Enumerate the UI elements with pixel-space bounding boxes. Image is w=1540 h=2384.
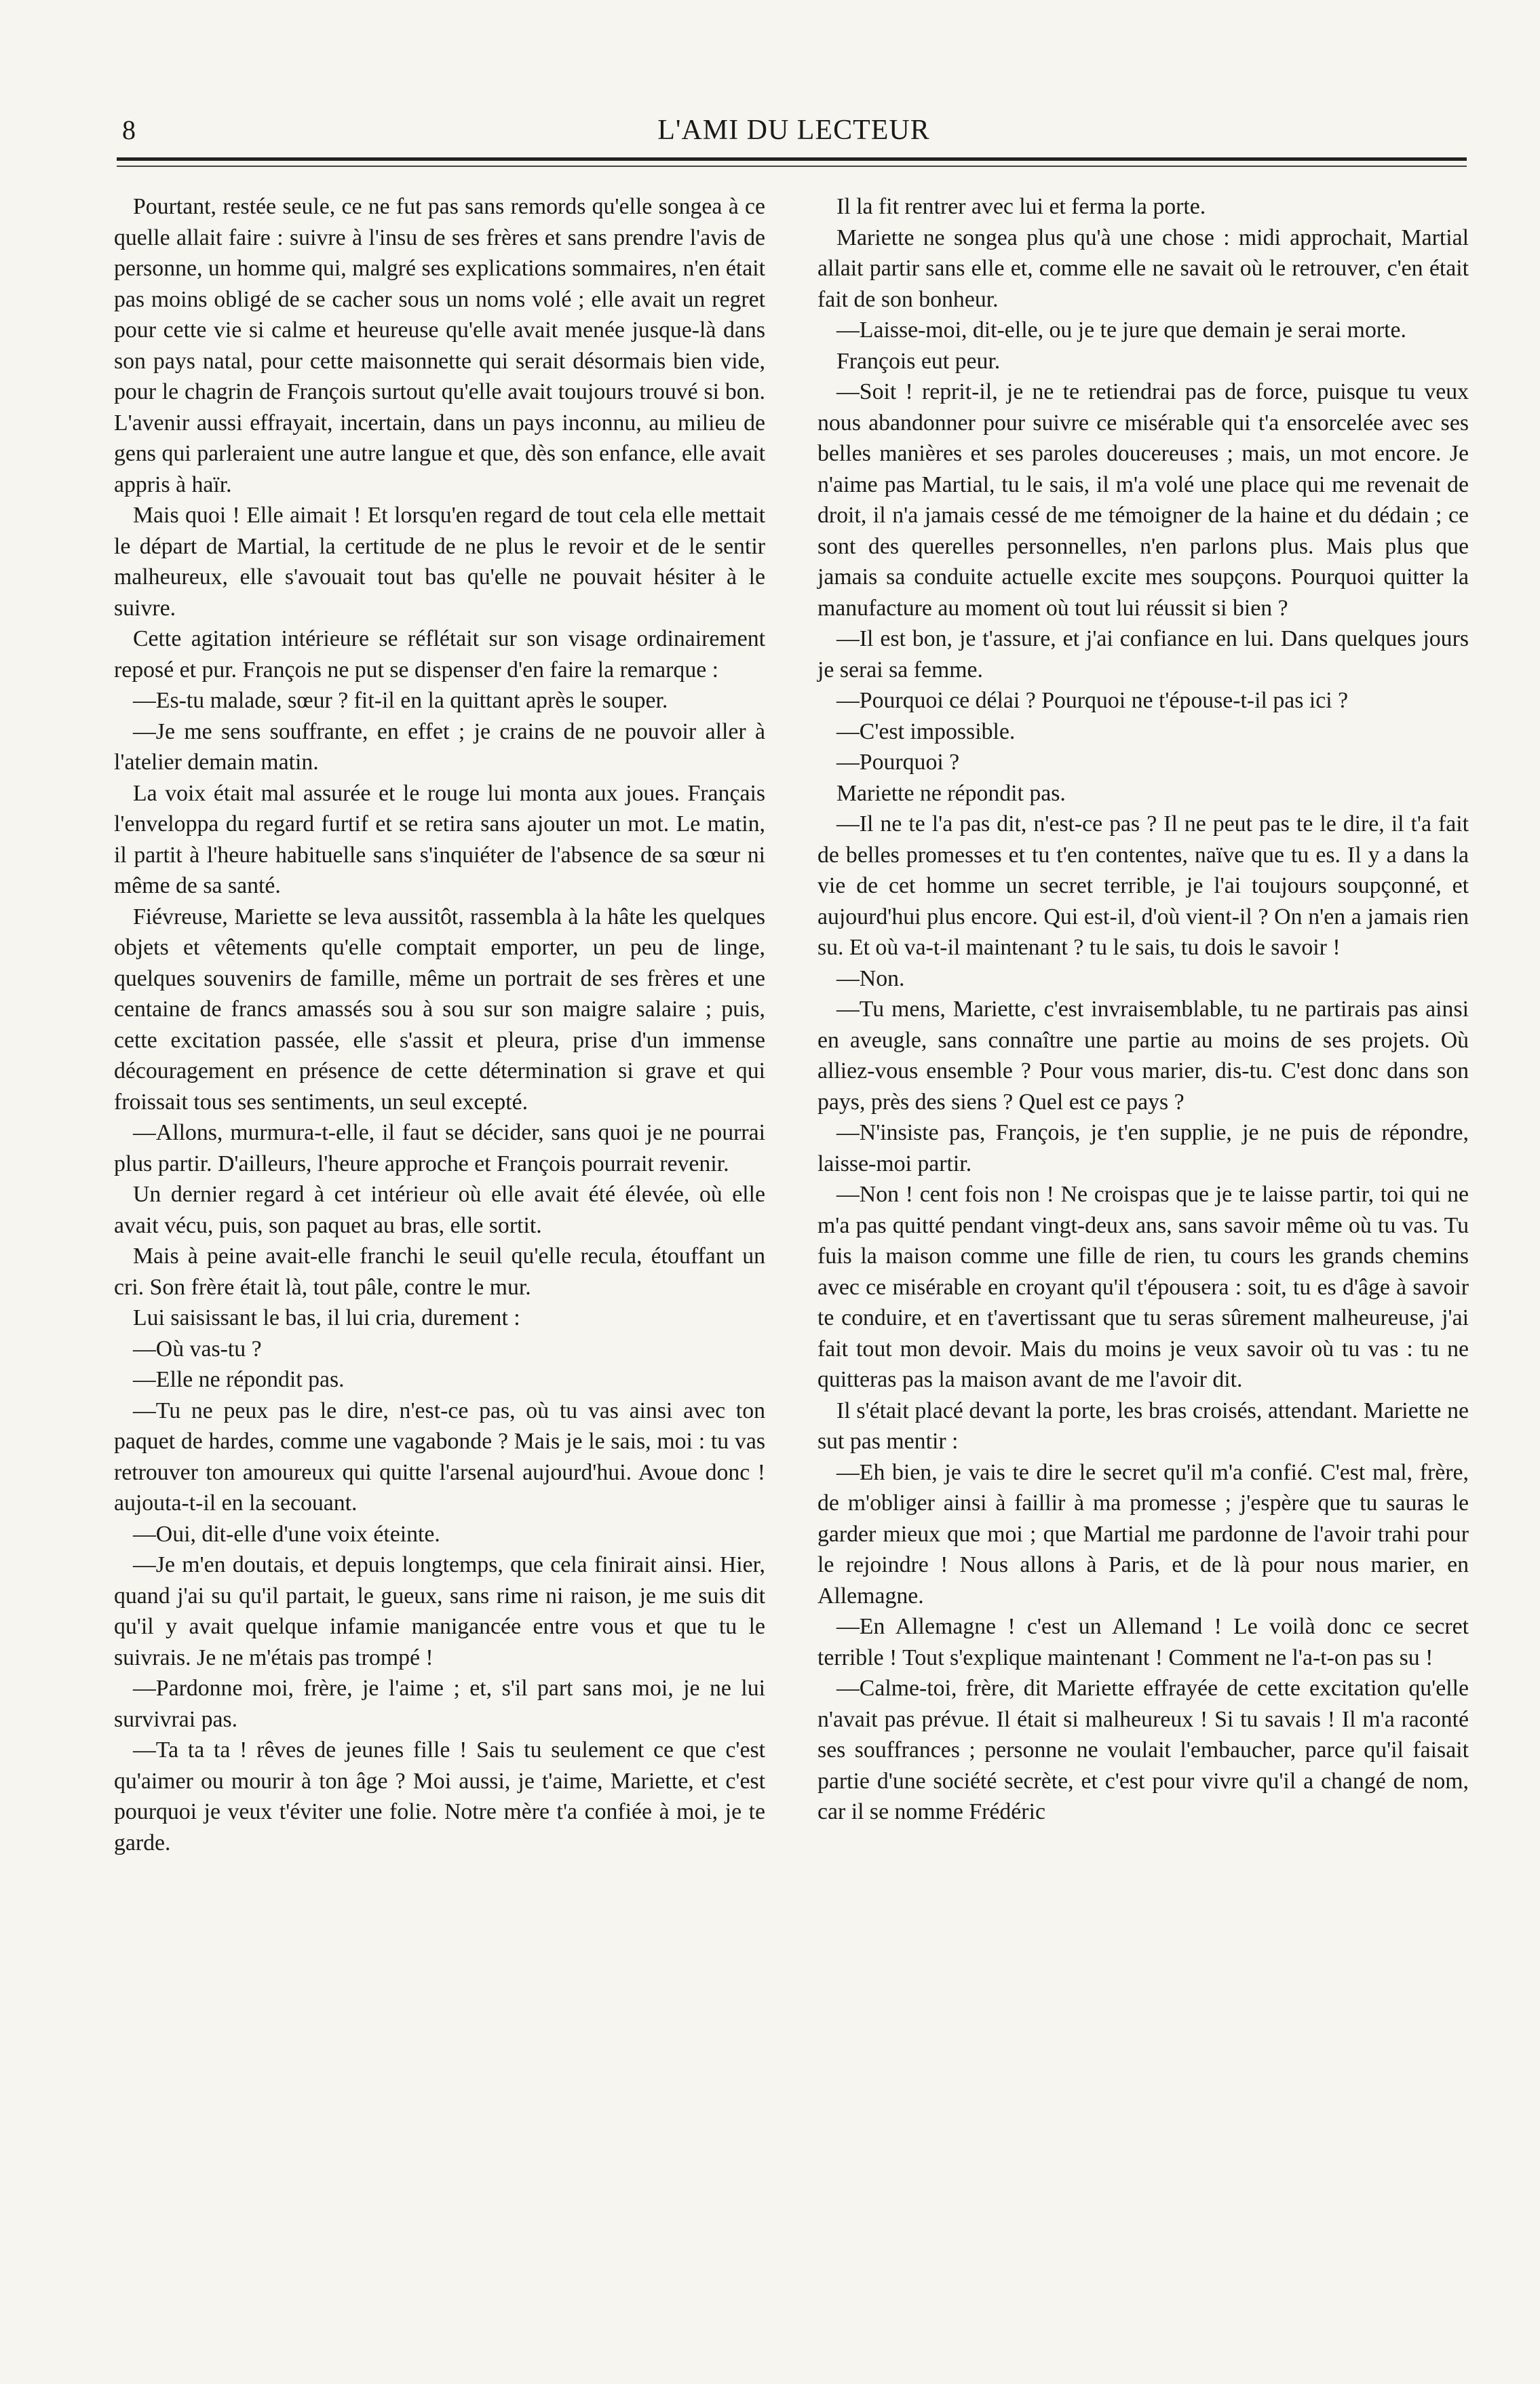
- paragraph: —C'est impossible.: [836, 718, 1016, 744]
- paragraph: Fiévreuse, Mariette se leva aussitôt, rassembla à la hâte les quelques objets et vêtements qu'elle comptait emporter, un peu de linge, quelques souvenirs de famille, même un portrait de ses frères et une centaine de francs amassés sou à sou sur son maigre salaire ; puis, cette excitation passée, elle s'assit et pleura, prise d'un immense découragement en présence de cette détermination si grave et qui froissait tous ses sentiments, un seul excepté.: [114, 904, 765, 1115]
- paragraph: —Elle ne répondit pas.: [133, 1367, 345, 1392]
- paragraph: Pourtant, restée seule, ce ne fut pas sans remords qu'elle songea à ce quelle allait faire : suivre à l'insu de ses frères et sans prendre l'avis de personne, un homme qui, malgré ses explications sommaires, n'en était pas moins obligé de se cacher sous un noms volé ; elle avait un regret pour cette vie si calme et heureuse qu'elle avait menée jusque-là dans son pays natal, pour cette maisonnette qui serait désormais bien vide, pour le chagrin de François surtout qu'elle avait toujours trouvé si bon. L'avenir aussi effrayait, incertain, dans un pays inconnu, au milieu de gens qui parleraient une autre langue et que, dès son enfance, elle avait appris à haïr.: [114, 194, 765, 497]
- paragraph: —Il ne te l'a pas dit, n'est-ce pas ? Il ne peut pas te le dire, il t'a fait de belles promesses et tu t'en contentes, naïve que tu es. Il y a dans la vie de cet homme un secret terrible, je l'ai toujours soupçonné, et aujourd'hui plus encore. Qui est-il, d'où vient-il ? On n'en a jamais rien su. Et où va-t-il maintenant ? tu le sais, tu dois le savoir !: [817, 811, 1469, 960]
- paragraph: —Soit ! reprit-il, je ne te retiendrai pas de force, puisque tu veux nous abandonner pour suivre ce misérable qui t'a ensorcelée avec ses belles manières et ses paroles doucereuses ; mais, un mot encore. Je n'aime pas Martial, tu le sais, il m'a volé une place qui me revenait de droit, il n'a jamais cessé de me témoigner de la haine et du dédain ; ce sont des querelles personnelles, n'en parlons plus. Mais plus que jamais sa conduite actuelle excite mes soupçons. Pourquoi quitter la manufacture au moment où tout lui réussit si bien ?: [817, 379, 1469, 621]
- paragraph: La voix était mal assurée et le rouge lui monta aux joues. Français l'enveloppa du regard furtif et se retira sans ajouter un mot. Le matin, il partit à l'heure habituelle sans s'inquiéter de l'absence de sa sœur ni même de sa santé.: [114, 780, 765, 898]
- paragraph: François eut peur.: [836, 348, 1001, 374]
- header-rule-thin: [117, 166, 1467, 167]
- paragraph: —Ta ta ta ! rêves de jeunes fille ! Sais tu seulement ce que c'est qu'aimer ou mourir à ton âge ? Moi aussi, je t'aime, Mariette, et c'est pourquoi je veux t'éviter une folie. Notre mère t'a confiée à moi, je te garde.: [114, 1737, 765, 1856]
- page-header: [122, 114, 1465, 155]
- paragraph: —Laisse-moi, dit-elle, ou je te jure que demain je serai morte.: [836, 318, 1406, 343]
- paragraph: Il s'était placé devant la porte, les bras croisés, attendant. Mariette ne sut pas mentir :: [817, 1398, 1469, 1454]
- paragraph: Mais à peine avait-elle franchi le seuil qu'elle recula, étouffant un cri. Son frère était là, tout pâle, contre le mur.: [114, 1244, 765, 1300]
- header-rule-thick: [117, 157, 1467, 161]
- paragraph: —Non ! cent fois non ! Ne croispas que je te laisse partir, toi qui ne m'a pas quitté pendant vingt-deux ans, sans savoir même où tu vas. Tu fuis la maison comme une fille de rien, tu cours les grands chemins avec ce misérable en croyant qu'il t'épousera : soit, tu es d'âge à savoir te conduire, et en t'avertissant que tu seras sûrement malheureuse, j'ai fait tout mon devoir. Mais du moins je veux savoir où tu vas : tu ne quitteras pas la maison avant de me l'avoir dit.: [817, 1182, 1469, 1392]
- paragraph: —Tu mens, Mariette, c'est invraisemblable, tu ne partirais pas ainsi en aveugle, sans connaître une partie au moins de ses projets. Où alliez-vous ensemble ? Pour vous marier, dis-tu. C'est donc dans son pays, près des siens ? Quel est ce pays ?: [817, 997, 1469, 1115]
- paragraph: —Je me sens souffrante, en effet ; je crains de ne pouvoir aller à l'atelier demain matin.: [114, 718, 765, 775]
- paragraph: —Non.: [836, 965, 905, 991]
- paragraph: —Pardonne moi, frère, je l'aime ; et, s'il part sans moi, je ne lui survivrai pas.: [114, 1676, 765, 1732]
- paragraph: Lui saisissant le bas, il lui cria, durement :: [133, 1305, 520, 1330]
- paragraph: Cette agitation intérieure se réflétait sur son visage ordinairement reposé et pur. François ne put se dispenser d'en faire la remarque :: [114, 626, 765, 682]
- paragraph: —Allons, murmura-t-elle, il faut se décider, sans quoi je ne pourrai plus partir. D'ailleurs, l'heure approche et François pourrait revenir.: [114, 1120, 765, 1176]
- paragraph: Un dernier regard à cet intérieur où elle avait été élevée, où elle avait vécu, puis, son paquet au bras, elle sortit.: [114, 1182, 765, 1238]
- right-column: [817, 191, 1469, 2322]
- paragraph: Mariette ne répondit pas.: [836, 780, 1066, 806]
- journal-title: L'AMI DU LECTEUR: [657, 115, 930, 146]
- paragraph: —Pourquoi ce délai ? Pourquoi ne t'épouse-t-il pas ici ?: [836, 688, 1349, 713]
- paragraph: —Il est bon, je t'assure, et j'ai confiance en lui. Dans quelques jours je serai sa femme.: [817, 626, 1469, 682]
- paragraph: —N'insiste pas, François, je t'en supplie, je ne puis de répondre, laisse-moi partir.: [817, 1120, 1469, 1176]
- paragraph: —En Allemagne ! c'est un Allemand ! Le voilà donc ce secret terrible ! Tout s'explique maintenant ! Comment ne l'a-t-on pas su !: [817, 1614, 1469, 1670]
- paragraph: —Oui, dit-elle d'une voix éteinte.: [133, 1521, 440, 1547]
- paragraph: Mariette ne songea plus qu'à une chose : midi approchait, Martial allait partir sans elle et, comme elle ne savait où le retrouver, c'en était fait de son bonheur.: [817, 225, 1469, 312]
- paragraph: —Es-tu malade, sœur ? fit-il en la quittant après le souper.: [133, 688, 668, 713]
- page-number: 8: [122, 115, 136, 145]
- paragraph: —Eh bien, je vais te dire le secret qu'il m'a confié. C'est mal, frère, de m'obliger ainsi à faillir à ma promesse ; j'espère que tu sauras le garder mieux que moi ; que Martial me pardonne de l'avoir trahi pour le rejoindre ! Nous allons à Paris, et de là pour nous marier, en Allemagne.: [817, 1459, 1469, 1609]
- left-column: [114, 191, 765, 2322]
- paragraph: —Où vas-tu ?: [133, 1336, 262, 1362]
- paragraph: —Tu ne peux pas le dire, n'est-ce pas, où tu vas ainsi avec ton paquet de hardes, comme une vagabonde ? Mais je le sais, moi : tu vas retrouver ton amoureux qui quitte l'arsenal aujourd'hui. Avoue donc ! aujouta-t-il en la secouant.: [114, 1398, 765, 1516]
- paragraph: Mais quoi ! Elle aimait ! Et lorsqu'en regard de tout cela elle mettait le départ de Martial, la certitude de ne plus le revoir et de le sentir malheureux, elle s'avouait tout bas qu'elle ne pouvait hésiter à le suivre.: [114, 503, 765, 621]
- paragraph: —Pourquoi ?: [836, 750, 960, 775]
- paragraph: —Je m'en doutais, et depuis longtemps, que cela finirait ainsi. Hier, quand j'ai su qu'il partait, le gueux, sans rime ni raison, je me suis dit qu'il y avait quelque infamie manigancée entre vous et que tu le suivrais. Je ne m'étais pas trompé !: [114, 1552, 765, 1670]
- paragraph: —Calme-toi, frère, dit Mariette effrayée de cette excitation qu'elle n'avait pas prévue. Il était si malheureux ! Si tu savais ! Il m'a raconté ses souffrances ; personne ne voulait l'embaucher, parce qu'il faisait partie d'une société secrète, et c'est pour vivre qu'il a changé de nom, car il se nomme Frédéric: [817, 1676, 1469, 1824]
- paragraph: Il la fit rentrer avec lui et ferma la porte.: [836, 194, 1206, 219]
